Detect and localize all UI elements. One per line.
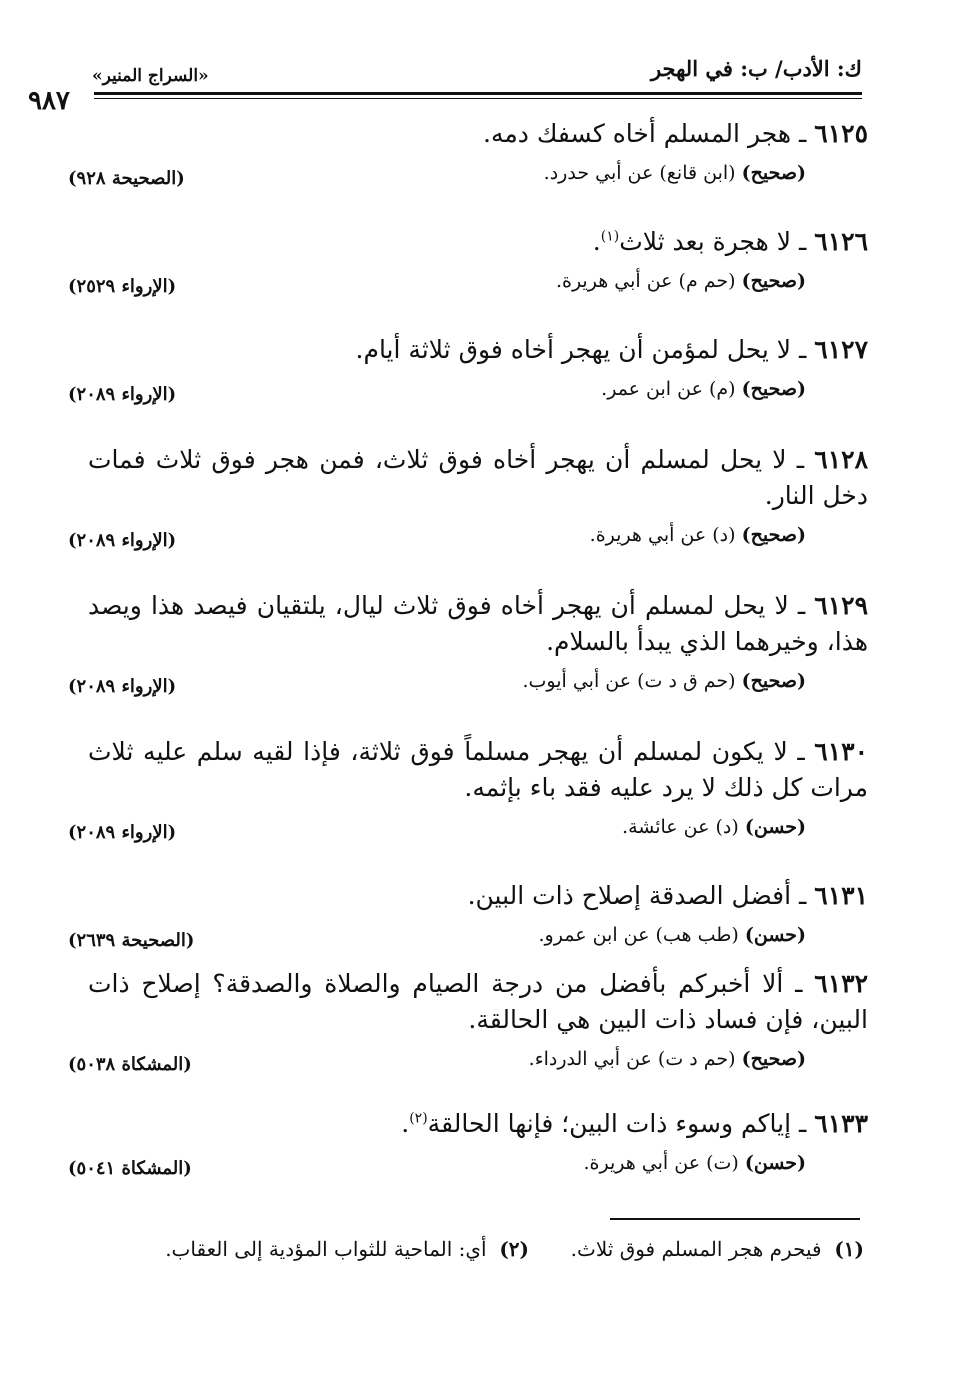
hadith-reference: (الإرواء ٢٠٨٩) [68, 384, 177, 405]
hadith-reference: (الصحيحة ٢٦٣٩) [68, 930, 195, 951]
hadith-narrator: (ابن قانع) عن أبي حدرد. [543, 162, 736, 184]
hadith-source [529, 1048, 806, 1070]
hadith-source-row [68, 670, 868, 702]
hadith-source [523, 670, 807, 692]
hadith-number: ٦١٢٦ [814, 227, 868, 256]
hadith-grade: (حسن) [744, 924, 806, 946]
page-number: ٩٨٧ [28, 86, 70, 116]
hadith-source [539, 924, 806, 946]
hadith-narrator: (طب هب) عن ابن عمرو. [538, 924, 739, 946]
hadith-source-row [68, 924, 868, 956]
hadith-text: ٦١٢٩ ـ لا يحل لمسلم أن يهجر أخاه فوق ثلاث ليال، يلتقيان فيصد هذا ويصد هذا، وخيرهما الذي يبدأ بالسلام. [88, 591, 869, 656]
footnote-mark: (١) [600, 228, 620, 245]
footnote-mark: (٢) [409, 1110, 428, 1127]
hadith-source [544, 162, 806, 184]
hadith-source-row [68, 524, 868, 556]
hadith-reference: (المشكاة ٥٠٣٨) [68, 1054, 192, 1075]
hadith-source-row [68, 816, 868, 848]
hadith-number: ٦١٣٠ [814, 737, 868, 766]
hadith-source [601, 378, 806, 400]
hadith-body: لا يحل لمؤمن أن يهجر أخاه فوق ثلاثة أيام. [355, 335, 792, 364]
hadith-number: ٦١٢٧ [814, 335, 868, 364]
hadith-source-row [68, 162, 868, 194]
header-rule [94, 92, 862, 95]
footnote-1 [571, 1234, 864, 1264]
hadith-narrator: (م) عن ابن عمر. [601, 378, 736, 400]
hadith-text: ٦١٢٥ ـ هجر المسلم أخاه كسفك دمه. [483, 119, 868, 148]
hadith-body: ألا أخبركم بأفضل من درجة الصيام والصلاة والصدقة؟ إصلاح ذات البين، فإن فساد ذات البين هي الحالقة. [88, 969, 868, 1034]
hadith-reference: (المشكاة ٥٠٤١) [68, 1158, 192, 1179]
hadith-grade: (صحيح) [741, 378, 806, 400]
hadith-text: ٦١٣٢ ـ ألا أخبركم بأفضل من درجة الصيام والصلاة والصدقة؟ إصلاح ذات البين، فإن فساد ذات البين هي الحالقة. [88, 969, 869, 1034]
hadith-source-row [68, 1152, 868, 1184]
hadith-source [556, 270, 806, 292]
hadith-grade: (صحيح) [741, 270, 806, 292]
hadith-body: لا هجرة بعد ثلاث [619, 227, 792, 256]
hadith-body: هجر المسلم أخاه كسفك دمه. [483, 119, 792, 148]
hadith-number: ٦١٣٣ [814, 1109, 868, 1138]
hadith-entry [68, 332, 868, 410]
running-header-chapter: ك: الأدب/ ب: في الهجر [650, 56, 862, 81]
hadith-reference: (الصحيحة ٩٢٨) [68, 168, 185, 189]
hadith-body-end: . [592, 227, 601, 256]
hadith-body-end: . [401, 1109, 410, 1138]
hadith-source-row [68, 378, 868, 410]
hadith-source [622, 816, 806, 838]
hadith-entry [68, 878, 868, 956]
hadith-number: ٦١٢٩ [814, 591, 869, 620]
hadith-source [584, 1152, 807, 1174]
hadith-number: ٦١٣٢ [814, 969, 869, 998]
hadith-body: إياكم وسوء ذات البين؛ فإنها الحالقة [427, 1109, 792, 1138]
hadith-narrator: (د) عن عائشة. [622, 816, 739, 838]
hadith-entry [68, 224, 868, 302]
hadith-entry [68, 1106, 868, 1184]
footnote-text: فيحرم هجر المسلم فوق ثلاث. [570, 1237, 822, 1261]
hadith-body: لا يحل لمسلم أن يهجر أخاه فوق ثلاث، فمن هجر فوق ثلاث فمات دخل النار. [88, 445, 868, 510]
hadith-body: لا يحل لمسلم أن يهجر أخاه فوق ثلاث ليال، يلتقيان فيصد هذا ويصد هذا، وخيرهما الذي يبدأ بالسلام. [88, 591, 868, 656]
hadith-grade: (حسن) [744, 816, 806, 838]
hadith-entry [68, 588, 869, 702]
hadith-grade: (صحيح) [741, 162, 806, 184]
hadith-source-row [68, 270, 868, 302]
hadith-grade: (صحيح) [741, 524, 806, 546]
hadith-body: لا يكون لمسلم أن يهجر مسلماً فوق ثلاثة، فإذا لقيه سلم عليه ثلاث مرات كل ذلك لا يرد عليه فقد باء بإثمه. [88, 737, 868, 802]
hadith-reference: (الإرواء ٢٠٨٩) [68, 530, 177, 551]
footnote-number: (١) [834, 1237, 864, 1261]
hadith-text: ٦١٣١ ـ أفضل الصدقة إصلاح ذات البين. [467, 881, 868, 910]
hadith-source-row [68, 1048, 868, 1080]
hadith-number: ٦١٣١ [814, 881, 868, 910]
hadith-text: ٦١٣٣ ـ إياكم وسوء ذات البين؛ فإنها الحالقة$^{(٢)}$. [401, 1109, 868, 1138]
hadith-narrator: (حم م) عن أبي هريرة. [555, 270, 736, 292]
hadith-narrator: (د) عن أبي هريرة. [589, 524, 736, 546]
hadith-reference: (الإرواء ٢٠٨٩) [68, 822, 177, 843]
hadith-text: ٦١٢٨ ـ لا يحل لمسلم أن يهجر أخاه فوق ثلاث، فمن هجر فوق ثلاث فمات دخل النار. [88, 445, 869, 510]
hadith-grade: (صحيح) [741, 1048, 806, 1070]
hadith-number: ٦١٢٨ [814, 445, 869, 474]
hadith-entry [68, 966, 869, 1080]
hadith-text: ٦١٣٠ ـ لا يكون لمسلم أن يهجر مسلماً فوق ثلاثة، فإذا لقيه سلم عليه ثلاث مرات كل ذلك لا يرد عليه فقد باء بإثمه. [88, 737, 868, 802]
hadith-number: ٦١٢٥ [814, 119, 868, 148]
hadith-narrator: (ت) عن أبي هريرة. [583, 1152, 739, 1174]
footnote-2 [109, 1234, 529, 1264]
hadith-source [590, 524, 806, 546]
footnote-number: (٢) [499, 1237, 529, 1261]
hadith-body: أفضل الصدقة إصلاح ذات البين. [467, 881, 792, 910]
hadith-reference: (الإرواء ٢٠٨٩) [68, 676, 177, 697]
hadith-entry [68, 734, 868, 848]
hadith-narrator: (حم ق د ت) عن أبي أيوب. [522, 670, 736, 692]
footnotes [104, 1234, 864, 1294]
hadith-grade: (صحيح) [741, 670, 806, 692]
hadith-narrator: (حم د ت) عن أبي الدرداء. [528, 1048, 736, 1070]
header-rule-thin [94, 98, 862, 99]
footnote-rule [610, 1218, 860, 1220]
hadith-text: ٦١٢٦ ـ لا هجرة بعد ثلاث$^{(١)}$. [592, 227, 868, 256]
hadith-entry [68, 116, 868, 194]
hadith-text: ٦١٢٧ ـ لا يحل لمؤمن أن يهجر أخاه فوق ثلاثة أيام. [355, 335, 868, 364]
hadith-reference: (الإرواء ٢٥٢٩) [68, 276, 177, 297]
hadith-grade: (حسن) [744, 1152, 806, 1174]
running-header-book-title: «السراج المنير» [92, 66, 209, 86]
hadith-entry [68, 442, 869, 556]
footnote-text: أي: الماحية للثواب المؤدية إلى العقاب. [165, 1237, 487, 1261]
